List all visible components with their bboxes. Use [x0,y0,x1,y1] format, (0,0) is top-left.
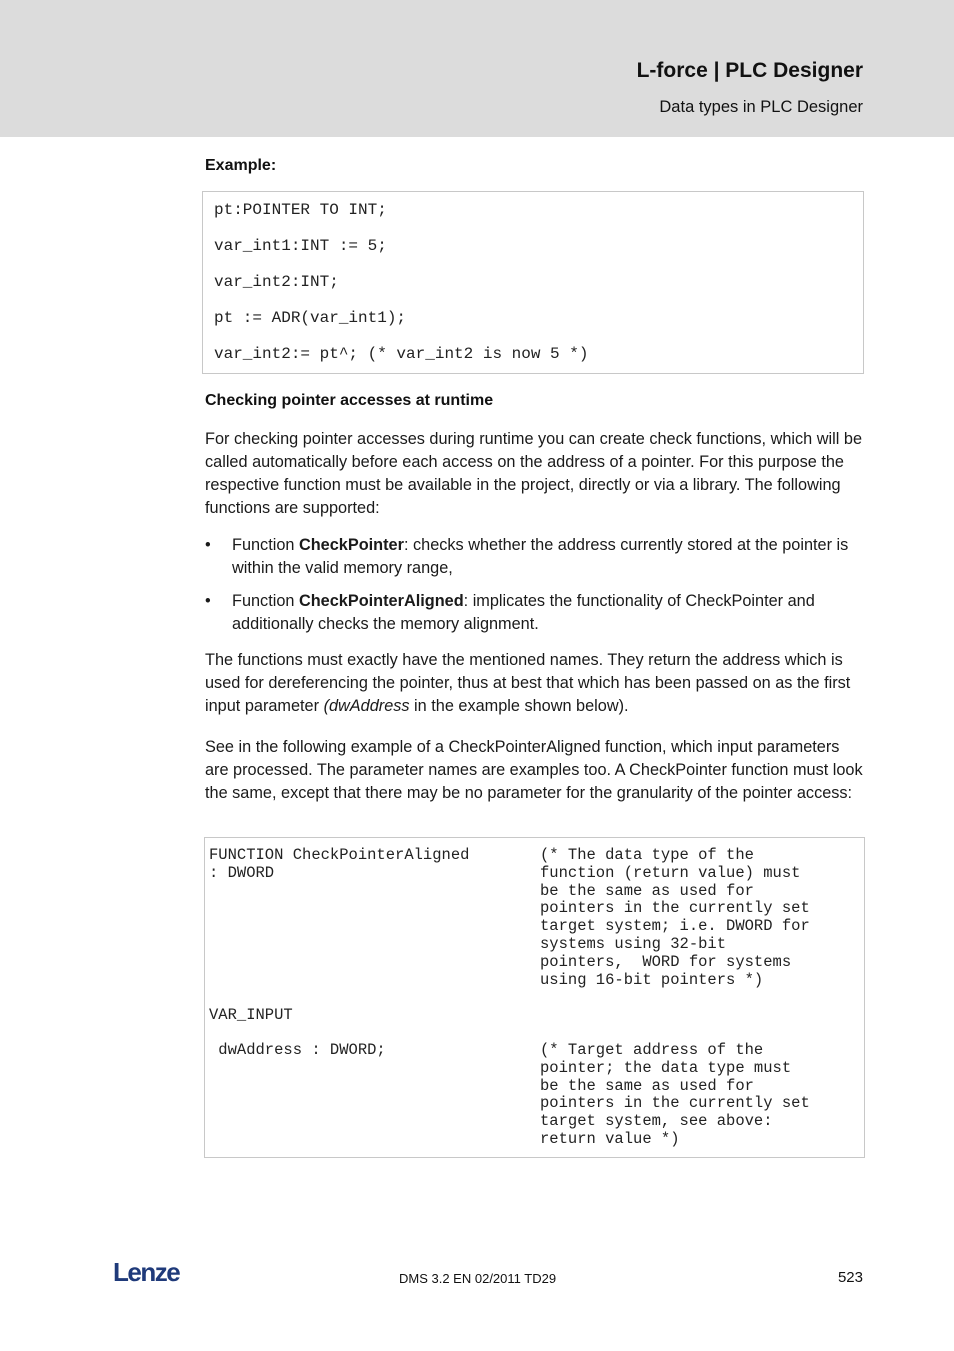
function-code-box [204,837,865,1158]
code-line: var_int2:INT; [214,273,339,291]
code-line: pt:POINTER TO INT; [214,201,387,219]
page-header [0,0,954,137]
page-number: 523 [837,1269,863,1286]
document-title: L-force | PLC Designer [636,59,863,82]
list-item-text: Function CheckPointer: checks whether the address currently stored at the pointer is within the valid memory range, [232,536,849,577]
section-heading: Checking pointer accesses at runtime [205,392,494,409]
document-id: DMS 3.2 EN 02/2011 TD29 [399,1271,557,1286]
bullet-icon: • [205,592,211,610]
function-declaration: FUNCTION CheckPointerAligned : DWORD [209,846,470,882]
var-input-keyword: VAR_INPUT [209,1006,293,1024]
example-intro-paragraph: See in the following example of a CheckPointerAligned function, which input parameters are processed. The parameter names are examples too. A CheckPointer function must look the same, except that there may be no parameter for the granularity of the pointer access: [205,738,863,802]
parameter-declaration: dwAddress : DWORD; [209,1041,386,1059]
lenze-logo [113,1259,191,1285]
list-item-text: Function CheckPointerAligned: implicates the functionality of CheckPointer and additionally checks the memory alignment. [232,592,815,633]
example-code-box [202,191,864,374]
code-line: pt := ADR(var_int1); [214,309,407,327]
declaration-comment: (* The data type of the function (return value) must be the same as used for pointers in the currently set target system; i.e. DWORD for systems using 32-bit pointers, WORD for systems using 16-bit pointers *) [540,846,810,989]
logo-text: Lenze [113,1259,180,1285]
parameter-comment: (* Target address of the pointer; the data type must be the same as used for pointers in the currently set target system, see above: return value *) [540,1041,810,1148]
functions-paragraph: The functions must exactly have the mentioned names. They return the address which is used for dereferencing the pointer, thus at best that which has been passed on as the first input parameter (dwAddress in the example shown below). [205,651,851,715]
example-label: Example: [205,157,277,174]
bullet-icon: • [205,536,211,554]
document-subtitle: Data types in PLC Designer [659,98,863,116]
code-line: var_int2:= pt^; (* var_int2 is now 5 *) [214,345,589,363]
code-line: var_int1:INT := 5; [214,237,387,255]
intro-paragraph: For checking pointer accesses during runtime you can create check functions, which will be called automatically before each access on the address of a pointer. For this purpose the respective function must be available in the project, directly or via a library. The following functions are supported: [205,430,862,517]
